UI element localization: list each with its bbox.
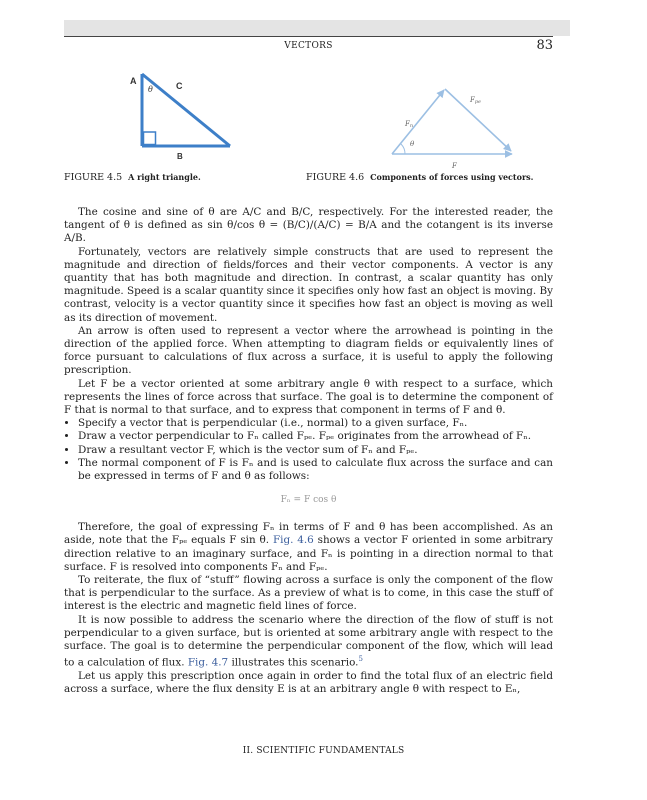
list-item: • Specify a vector that is perpendicular (i.e., normal) to a given surface, Fₙ. xyxy=(78,417,553,430)
figure-4-5-caption xyxy=(64,172,201,183)
page-number: 83 xyxy=(536,38,553,53)
caption-label: FIGURE 4.6 xyxy=(306,172,365,183)
figure-link[interactable]: Fig. 4.7 xyxy=(187,656,229,669)
footnote-link[interactable]: 5 xyxy=(358,655,363,664)
running-title: VECTORS xyxy=(284,41,333,51)
paragraph-4: Let F be a vector oriented at some arbitrary angle θ with respect to a surface, which represents the lines of force across that surface. The goal is to determine the component of F that is normal to that surface, and to express that component in terms of F and θ. xyxy=(64,377,553,417)
label-a: A xyxy=(130,76,137,86)
paragraph-2: Fortunately, vectors are relatively simple constructs that are used to represent the magnitude and direction of fields/forces and their vector components. A vector is any quantity that has both magnitude and direction. In contrast, a scalar quantity has only magnitude. Speed is a scalar quantity since it specifies only how fast an object is moving. By contrast, velocity is a vector quantity since it specifies how fast an object is moving as well as its direction of movement. xyxy=(64,245,554,324)
vector-fn xyxy=(392,90,444,154)
label-fn: Fn xyxy=(405,120,414,129)
list-item: • Draw a resultant vector F, which is the vector sum of Fₙ and Fₚₑ. xyxy=(78,444,553,457)
label-theta: θ xyxy=(410,140,415,148)
paragraph-8: Let us apply this prescription once again in order to find the total flux of an electric field across a surface, where the flux density E is at an arbitrary angle θ with respect to Eₙ, xyxy=(64,669,553,696)
paragraph-6: To reiterate, the flux of “stuff” flowing across a surface is only the component of the flow that is perpendicular to the surface. As a preview of what is to come, in this case the stuff of interest is the electric and magnetic field lines of force. xyxy=(64,574,553,613)
body-text xyxy=(64,206,553,696)
figure-link[interactable]: Fig. 4.6 xyxy=(272,534,314,547)
paragraph-1: The cosine and sine of θ are A/C and B/C, respectively. For the interested reader, the tangent of θ is defined as sin θ/cos θ = (B/C)/(A/C) = B/A and the cotangent is its inverse A/B. xyxy=(64,206,553,245)
paragraph-3: An arrow is often used to represent a vector where the arrowhead is pointing in the direction of the applied force. When attempting to diagram fields or equivalently lines of force pursuant to calculations of flux across a surface, it is useful to apply the following prescription. xyxy=(64,324,553,377)
page-header xyxy=(64,36,553,59)
list-item: • Draw a vector perpendicular to Fₙ called Fₚₑ. Fₚₑ originates from the arrowhead of Fₙ. xyxy=(78,430,553,443)
list-item: • The normal component of F is Fₙ and is used to calculate flux across the surface and can be expressed in terms of F and θ as follows: xyxy=(78,457,553,483)
page-footer: II. SCIENTIFIC FUNDAMENTALS xyxy=(242,746,405,756)
label-b: B xyxy=(177,152,183,161)
equation: Fₙ = F cos θ xyxy=(280,495,337,506)
label-c: C xyxy=(176,81,183,91)
caption-label: FIGURE 4.5 xyxy=(64,172,123,183)
text-run: It is now possible to address the scenario where the direction of the flow of stuff is not perpendicular to a given surface, but is oriented at some arbitrary angle with respect to the surface. The goal is to determine the perpendicular component of the flow, which will lead to a calculation of flux. xyxy=(64,613,553,669)
label-fpe: Fpe xyxy=(470,96,482,105)
paragraph-5 xyxy=(64,521,553,574)
figure-4-6-caption xyxy=(306,172,533,183)
caption-text: A right triangle. xyxy=(128,172,201,182)
paragraph-7 xyxy=(64,614,553,670)
bullet-list xyxy=(64,417,553,483)
top-shade-bar xyxy=(64,20,570,36)
figure-4-6-force-components xyxy=(388,76,528,172)
angle-arc xyxy=(401,144,405,154)
label-f: F xyxy=(452,162,457,170)
text-run: illustrates this scenario. xyxy=(228,656,359,669)
label-theta: θ xyxy=(148,85,153,94)
text-run: Therefore, the goal of expressing Fₙ in terms of F and θ has been accomplished. As an aside, note that the Fₚₑ equals F sin θ. xyxy=(64,521,553,547)
figure-4-5-right-triangle xyxy=(120,66,250,162)
caption-text: Components of forces using vectors. xyxy=(370,172,534,182)
right-angle-marker xyxy=(144,132,156,145)
text-run: shows a vector F oriented in some arbitrary direction relative to an imaginary surface, and Fₙ is pointing in a direction normal to that surface. F is resolved into components Fₙ and Fₚₑ. xyxy=(64,534,553,573)
